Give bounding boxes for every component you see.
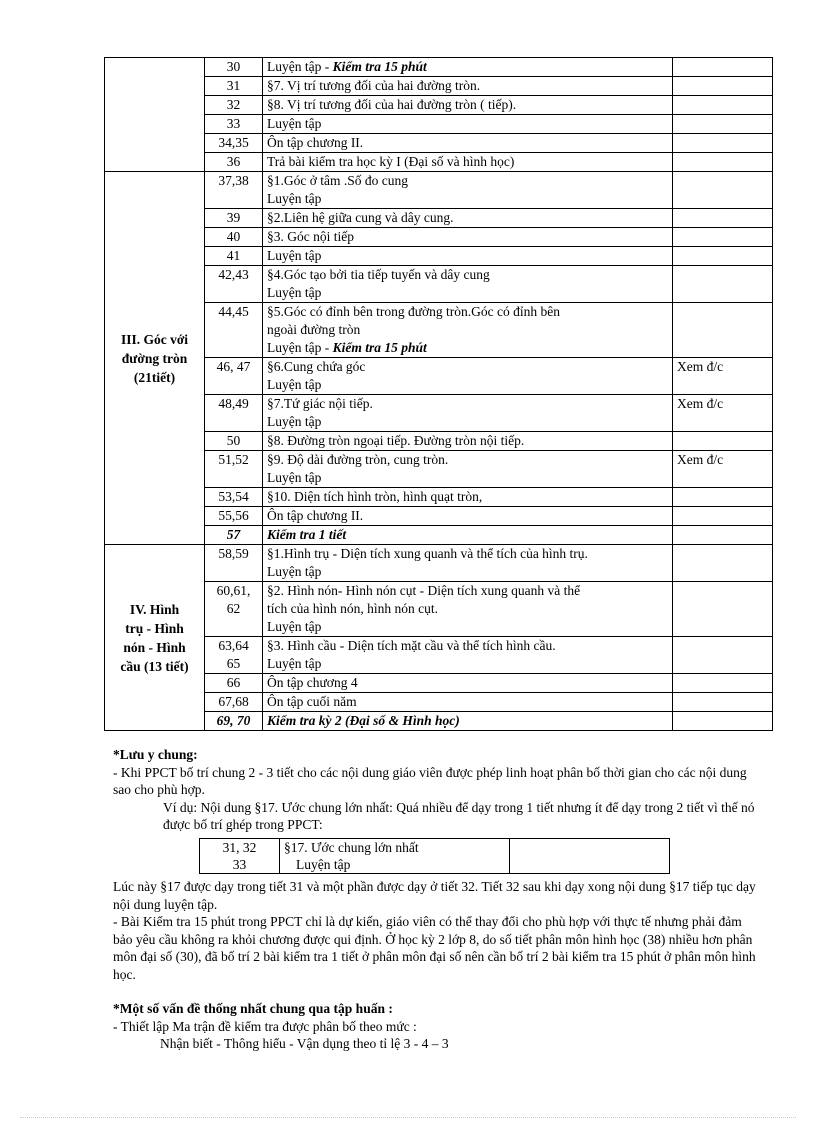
lesson-line-text: §8. Đường tròn ngoại tiếp. Đường tròn nội tiếp. [267, 433, 525, 448]
lesson-line-text: §1.Hình trụ - Diện tích xung quanh và thể tích của hình trụ. [267, 546, 588, 561]
note-cell [673, 526, 773, 545]
lesson-content-cell [263, 693, 673, 712]
lesson-line-text: Luyện tập [267, 191, 322, 206]
lesson-line [267, 712, 668, 730]
lesson-content-cell [263, 96, 673, 115]
period-number-cell: 48,49 [205, 395, 263, 432]
period-number-cell: 34,35 [205, 134, 263, 153]
table-row [105, 526, 773, 545]
example-content-line: §17. Ước chung lớn nhất [284, 840, 419, 855]
period-number-cell: 30 [205, 58, 263, 77]
table-row [105, 358, 773, 395]
lesson-line-text: §7. Vị trí tương đối của hai đường tròn. [267, 78, 481, 93]
lesson-line [267, 413, 668, 431]
lesson-content-cell [263, 153, 673, 172]
lesson-line-text: Ôn tập chương II. [267, 135, 364, 150]
notes-paragraph-6: Nhận biết - Thông hiểu - Vận dụng theo tỉ lệ 3 - 4 – 3 [160, 1036, 449, 1051]
test-label: Kiểm tra 15 phút [332, 340, 427, 355]
period-number-cell: 36 [205, 153, 263, 172]
lesson-line-text: Luyện tập [267, 656, 322, 671]
note-cell: Xem đ/c [673, 395, 773, 432]
lesson-line-text: Luyện tập [267, 248, 322, 263]
table-row [105, 693, 773, 712]
chapter-cell [105, 58, 205, 172]
example-table [199, 838, 670, 874]
lesson-content-cell [263, 58, 673, 77]
note-cell [673, 247, 773, 266]
lesson-line [267, 153, 668, 171]
note-cell [673, 96, 773, 115]
table-row [105, 488, 773, 507]
note-cell [673, 432, 773, 451]
lesson-line [267, 488, 668, 506]
spacer [113, 983, 758, 1000]
lesson-line-text: §10. Diện tích hình tròn, hình quạt tròn, [267, 489, 483, 504]
example-period-line: 31, 32 [222, 840, 257, 855]
lesson-line [267, 339, 668, 357]
period-number-cell: 53,54 [205, 488, 263, 507]
table-row [105, 451, 773, 488]
table-row [105, 712, 773, 731]
lesson-line-text: §6.Cung chứa góc [267, 359, 366, 374]
lesson-content-cell [263, 488, 673, 507]
lesson-line-text: §2.Liên hệ giữa cung và dây cung. [267, 210, 454, 225]
period-number-cell: 51,52 [205, 451, 263, 488]
table-row [105, 58, 773, 77]
notes-example-paragraph: Ví dụ: Nội dung §17. Ước chung lớn nhất: Quá nhiều để dạy trong 1 tiết nhưng ít để dạy trong 2 tiết vì thế nó được bố trí ghép trong PPCT: [163, 799, 755, 832]
lesson-line [267, 77, 668, 95]
lesson-content-cell [263, 134, 673, 153]
example-period-line: 33 [232, 857, 247, 872]
period-number-cell: 41 [205, 247, 263, 266]
period-number-cell: 57 [205, 526, 263, 545]
note-cell [673, 172, 773, 209]
curriculum-table [104, 57, 773, 731]
lesson-content-cell [263, 172, 673, 209]
table-row [105, 134, 773, 153]
lesson-line-text: tích của hình nón, hình nón cụt. [267, 601, 438, 616]
lesson-line [267, 563, 668, 581]
note-cell [673, 582, 773, 637]
lesson-content-cell [263, 674, 673, 693]
note-cell [673, 712, 773, 731]
lesson-content-cell [263, 247, 673, 266]
period-number-cell: 66 [205, 674, 263, 693]
notes-paragraph-5: - Thiết lập Ma trận đề kiểm tra được phân bố theo mức : [113, 1018, 417, 1034]
note-cell: Xem đ/c [673, 451, 773, 488]
lesson-line [267, 469, 668, 487]
lesson-content-cell [263, 712, 673, 731]
lesson-line [267, 582, 668, 600]
note-cell [673, 637, 773, 674]
lesson-line-text: Ôn tập cuối năm [267, 694, 357, 709]
example-note-cell [510, 839, 670, 874]
lesson-line [267, 507, 668, 525]
lesson-line-text: §7.Tứ giác nội tiếp. [267, 396, 373, 411]
lesson-line-text: §1.Góc ở tâm .Số đo cung [267, 173, 408, 188]
general-notes-heading: *Lưu y chung: [113, 747, 198, 762]
period-number-cell: 37,38 [205, 172, 263, 209]
note-cell [673, 266, 773, 303]
chapter-cell: III. Góc với đường tròn (21tiết) [105, 172, 205, 545]
lesson-content-cell [263, 115, 673, 134]
lesson-content-cell [263, 526, 673, 545]
lesson-line [267, 115, 668, 133]
note-cell [673, 153, 773, 172]
lesson-line [267, 432, 668, 450]
lesson-content-cell [263, 637, 673, 674]
lesson-line-text: ngoài đường tròn [267, 322, 361, 337]
lesson-line-text: Kiểm tra kỳ 2 (Đại số & Hình học) [267, 713, 460, 728]
lesson-line [267, 693, 668, 711]
table-row [105, 96, 773, 115]
table-row [105, 637, 773, 674]
chapter-cell: IV. Hình trụ - Hình nón - Hình cầu (13 tiết) [105, 545, 205, 731]
lesson-line-text: Trả bài kiểm tra học kỳ I (Đại số và hình học) [267, 154, 515, 169]
table-row [105, 115, 773, 134]
table-row [105, 77, 773, 96]
period-number-cell: 31 [205, 77, 263, 96]
period-number-cell: 55,56 [205, 507, 263, 526]
lesson-line [267, 395, 668, 413]
lesson-content-cell [263, 432, 673, 451]
note-cell [673, 134, 773, 153]
table-row [105, 209, 773, 228]
example-period-cell [200, 839, 280, 874]
lesson-line-text: §3. Góc nội tiếp [267, 229, 354, 244]
notes-paragraph-3: Lúc này §17 được dạy trong tiết 31 và một phần được dạy ở tiết 32. Tiết 32 sau khi dạy xong nội dung §17 tiếp tục dạy nội dung luyện tập. [113, 879, 756, 912]
period-number-cell: 58,59 [205, 545, 263, 582]
period-number-cell: 33 [205, 115, 263, 134]
table-row [105, 674, 773, 693]
note-cell [673, 507, 773, 526]
page-footer-divider [20, 1117, 796, 1118]
table-row [105, 247, 773, 266]
notes-paragraph-4: - Bài Kiểm tra 15 phút trong PPCT chỉ là dự kiến, giáo viên có thể thay đổi cho phù hợp với thực tế nhưng phải đảm bảo yêu cầu không ra khỏi chương được qui định. Ở học kỳ 2 lớp 8, do số tiết phân môn hình học (38) nhiều hơn phân môn đại số (30), đã bố trí 2 bài kiểm tra 1 tiết ở phân môn đại số nên cần bố trí 2 bài kiểm tra 15 phút ở phân môn hình học. [113, 914, 756, 982]
note-cell [673, 545, 773, 582]
lesson-line [267, 526, 668, 544]
note-cell [673, 488, 773, 507]
table-row [105, 582, 773, 637]
lesson-line [267, 674, 668, 692]
lesson-content-cell [263, 545, 673, 582]
lesson-line [267, 172, 668, 190]
lesson-content-cell [263, 507, 673, 526]
lesson-line [267, 134, 668, 152]
lesson-line-text: §3. Hình cầu - Diện tích mặt cầu và thể tích hình cầu. [267, 638, 556, 653]
lesson-line-text: Luyện tập [267, 414, 322, 429]
period-number-cell: 40 [205, 228, 263, 247]
lesson-content-cell [263, 451, 673, 488]
note-cell [673, 58, 773, 77]
lesson-line-text: Ôn tập chương II. [267, 508, 364, 523]
table-row [105, 303, 773, 358]
lesson-line-text: Luyện tập [267, 377, 322, 392]
notes-section [113, 746, 758, 834]
lesson-content-cell [263, 228, 673, 247]
lesson-line [267, 618, 668, 636]
note-cell [673, 303, 773, 358]
lesson-line [267, 209, 668, 227]
notes-section-2 [113, 878, 758, 1053]
lesson-line [267, 600, 668, 618]
example-content-line: Luyện tập [296, 857, 351, 872]
lesson-line [267, 190, 668, 208]
lesson-line [267, 96, 668, 114]
lesson-line [267, 284, 668, 302]
lesson-line [267, 655, 668, 673]
curriculum-table-body [105, 58, 773, 731]
period-number-cell: 44,45 [205, 303, 263, 358]
lesson-content-cell [263, 358, 673, 395]
lesson-line [267, 545, 668, 563]
lesson-line-text: §8. Vị trí tương đối của hai đường tròn ( tiếp). [267, 97, 517, 112]
period-number-cell: 69, 70 [205, 712, 263, 731]
table-row [105, 545, 773, 582]
table-row [105, 153, 773, 172]
notes-paragraph-1: - Khi PPCT bố trí chung 2 - 3 tiết cho các nội dung giáo viên được phép linh hoạt phân bố thời gian cho các nội dung sao cho phù hợp. [113, 764, 747, 797]
lesson-line-text: Luyện tập [267, 619, 322, 634]
period-number-cell: 46, 47 [205, 358, 263, 395]
period-number-cell: 60,61, 62 [205, 582, 263, 637]
table-row [105, 432, 773, 451]
lesson-content-cell [263, 303, 673, 358]
lesson-content-cell [263, 77, 673, 96]
note-cell [673, 209, 773, 228]
lesson-line-text: Luyện tập [267, 564, 322, 579]
lesson-line-text: §5.Góc có đỉnh bên trong đường tròn.Góc có đỉnh bên [267, 304, 561, 319]
lesson-line-text: §9. Độ dài đường tròn, cung tròn. [267, 452, 449, 467]
lesson-line [267, 358, 668, 376]
period-number-cell: 32 [205, 96, 263, 115]
lesson-content-cell [263, 266, 673, 303]
lesson-line [267, 228, 668, 246]
lesson-line [267, 451, 668, 469]
period-number-cell: 63,64 65 [205, 637, 263, 674]
note-cell: Xem đ/c [673, 358, 773, 395]
lesson-line [267, 303, 668, 321]
lesson-line-text: Ôn tập chương 4 [267, 675, 358, 690]
lesson-line [267, 247, 668, 265]
period-number-cell: 42,43 [205, 266, 263, 303]
period-number-cell: 39 [205, 209, 263, 228]
table-row [105, 172, 773, 209]
example-table-row [200, 839, 670, 874]
test-label: Kiểm tra 15 phút [332, 59, 427, 74]
note-cell [673, 228, 773, 247]
lesson-line-text: Luyện tập [267, 116, 322, 131]
note-cell [673, 115, 773, 134]
period-number-cell: 50 [205, 432, 263, 451]
note-cell [673, 693, 773, 712]
lesson-line-text: §4.Góc tạo bởi tia tiếp tuyến và dây cung [267, 267, 490, 282]
lesson-line-text: Luyện tập [267, 470, 322, 485]
example-content-cell [280, 839, 510, 874]
lesson-content-cell [263, 582, 673, 637]
table-row [105, 266, 773, 303]
lesson-line-text: Luyện tập - [267, 340, 333, 355]
table-row [105, 507, 773, 526]
lesson-line-text: Luyện tập - [267, 59, 333, 74]
lesson-line [267, 321, 668, 339]
note-cell [673, 674, 773, 693]
lesson-line-text: Luyện tập [267, 285, 322, 300]
lesson-line-text: Kiểm tra 1 tiết [267, 527, 347, 542]
note-cell [673, 77, 773, 96]
lesson-line [267, 376, 668, 394]
lesson-line-text: §2. Hình nón- Hình nón cụt - Diện tích xung quanh và thể [267, 583, 581, 598]
lesson-line [267, 637, 668, 655]
table-row [105, 228, 773, 247]
table-row [105, 395, 773, 432]
lesson-content-cell [263, 395, 673, 432]
lesson-line [267, 266, 668, 284]
lesson-line [267, 58, 668, 76]
period-number-cell: 67,68 [205, 693, 263, 712]
lesson-content-cell [263, 209, 673, 228]
training-notes-heading: *Một số vấn đề thống nhất chung qua tập huấn : [113, 1001, 393, 1016]
